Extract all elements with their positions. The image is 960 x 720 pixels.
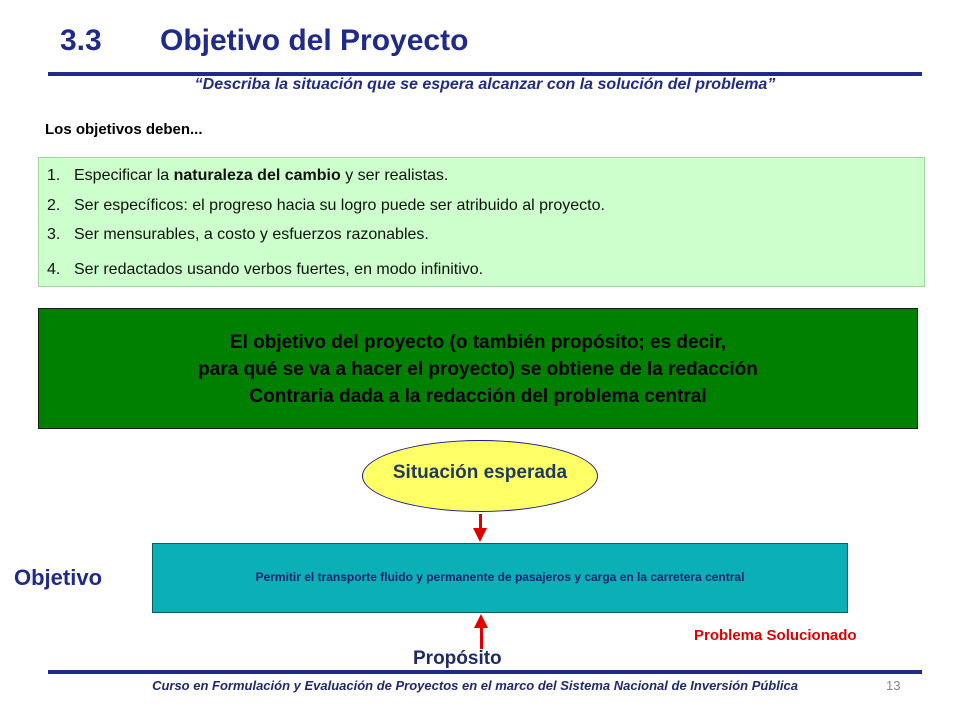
list-item-number: 3. [47, 226, 61, 243]
intro-text: Los objetivos deben... [45, 121, 203, 138]
solved-problem-label: Problema Solucionado [694, 627, 857, 644]
list-item-number: 2. [47, 197, 61, 214]
list-item-text: Ser redactados usando verbos fuertes, en modo infinitivo. [74, 261, 484, 278]
arrow-up-head-icon [474, 614, 488, 628]
arrow-from-purpose-shaft [480, 627, 483, 649]
list-item-number: 4. [47, 261, 61, 278]
footer-text: Curso en Formulación y Evaluación de Proyectos en el marco del Sistema Nacional de Inversión Pública [152, 678, 798, 693]
bottom-divider [48, 670, 922, 674]
objective-text: Permitir el transporte fluido y permanente de pasajeros y carga en la carretera central [255, 570, 745, 584]
purpose-label: Propósito [413, 648, 502, 669]
list-item-number: 1. [47, 167, 61, 184]
arrow-down-head-icon [473, 528, 487, 542]
definition-line-3: Contraria dada a la redacción del problema central [249, 386, 707, 407]
definition-line-2: para qué se va a hacer el proyecto) se obtiene de la redacción [198, 359, 758, 380]
list-item [47, 226, 429, 244]
definition-box [38, 308, 918, 429]
arrow-to-objective-shaft [479, 514, 482, 530]
definition-line-1: El objetivo del proyecto (o también propósito; es decir, [229, 332, 727, 353]
page-number: 13 [886, 678, 901, 693]
list-item-text-end: y ser realistas. [340, 167, 449, 184]
list-item-text: Ser mensurables, a costo y esfuerzos razonables. [74, 226, 429, 243]
list-item-text: Ser específicos: el progreso hacia su logro puede ser atribuido al proyecto. [74, 197, 605, 214]
list-item [47, 167, 448, 185]
objective-label: Objetivo [14, 565, 103, 590]
section-number: 3.3 [60, 24, 102, 57]
list-item [47, 197, 605, 215]
page-subtitle: “Describa la situación que se espera alcanzar con la solución del problema” [194, 76, 776, 93]
page-title: Objetivo del Proyecto [160, 24, 469, 57]
objectives-list-box [38, 157, 925, 287]
list-item-emphasis: naturaleza del cambio [173, 167, 341, 184]
expected-situation-label: Situación esperada [392, 462, 568, 483]
list-item-text: Especificar la [74, 167, 174, 184]
list-item [47, 261, 483, 279]
